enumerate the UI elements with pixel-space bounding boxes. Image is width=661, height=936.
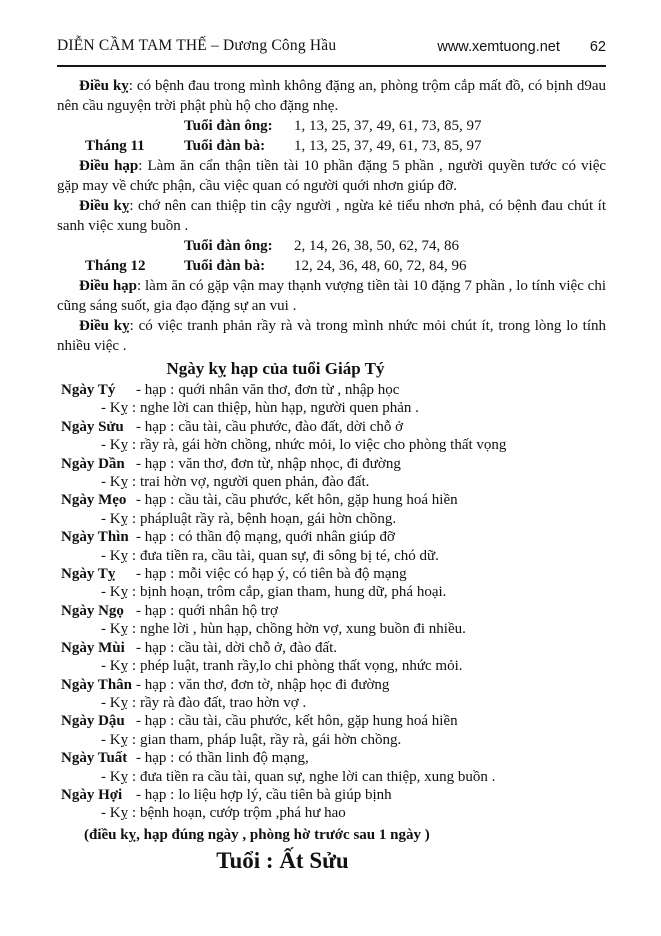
month11-women-values: 1, 13, 25, 37, 49, 61, 73, 85, 97: [294, 138, 482, 154]
month12-men-values: 2, 14, 26, 38, 50, 62, 74, 86: [294, 238, 459, 254]
day-tyy-ky-prefix: - Kỵ :: [101, 584, 136, 601]
day-than-ky-row: [101, 694, 606, 712]
day-mui-ky-prefix: - Kỵ :: [101, 658, 136, 675]
day-ty-ky-text: nghe lời can thiệp, hùn hạp, người quen phản .: [140, 400, 419, 417]
day-dan-ky-row: [101, 473, 606, 491]
section-title: Ngày kỵ hạp của tuổi Giáp Tý: [166, 359, 385, 378]
day-mui-ky-row: [101, 657, 606, 675]
day-thin-ky-row: [101, 547, 606, 565]
day-suu-ky-text: rầy rà, gái hờn chồng, nhức mỏi, lo việc cho phòng thất vọng: [140, 437, 507, 454]
day-tuat-ky-row: [101, 768, 606, 786]
page-content: [57, 67, 606, 876]
month11-men-row: [57, 116, 606, 136]
day-hoi-ky-row: [101, 804, 606, 822]
day-mui-ky-text: phép luật, tranh rầy,lo chi phòng thất vọng, nhức mỏi.: [140, 658, 463, 675]
day-than-hap-row: [61, 676, 606, 694]
month12-ky-paragraph: [57, 316, 606, 356]
month11-men-label: Tuổi đàn ông:: [184, 118, 273, 134]
day-hoi-hap-prefix: - hạp :: [136, 786, 175, 803]
month12-hap-paragraph: [57, 276, 606, 316]
next-age-title: Tuổi : Ất Sửu: [216, 847, 349, 873]
day-suu-hap-prefix: - hạp :: [136, 418, 175, 435]
month12-ky-label: Điều kỵ: [79, 318, 130, 334]
day-thin-hap-prefix: - hạp :: [136, 529, 175, 546]
month11-hap-text: : Làm ăn cẩn thận tiền tài 10 phần đặng 5 phần , người quyền tước có việc gặp may về chức phận, cầu việc quan có người quới nhơn giúp đỡ.: [57, 158, 607, 194]
header-right: [437, 39, 606, 55]
day-tuat-hap-row: [61, 749, 606, 767]
day-hoi-ky-text: bệnh hoạn, cướp trộm ,phá hư hao: [140, 805, 346, 822]
day-dau-ky-text: gian tham, pháp luật, rầy rà, gái hờn chồng.: [140, 731, 402, 748]
day-thin-hap-text: có thần độ mạng, quới nhân giúp đỡ: [178, 529, 395, 546]
day-dan-hap-text: văn thơ, đơn từ, nhập nhọc, đi đường: [178, 455, 401, 472]
day-hoi-ky-prefix: - Kỵ :: [101, 805, 136, 822]
month11-ky-paragraph: [57, 196, 606, 236]
day-ty-ky-prefix: - Kỵ :: [101, 400, 136, 417]
day-tyy-name: Ngày Tỵ: [61, 566, 116, 583]
day-than-hap-prefix: - hạp :: [136, 676, 175, 693]
intro-ky-label: Điều kỵ: [79, 78, 129, 94]
day-meo-ky-row: [101, 510, 606, 528]
day-tuat-ky-text: đưa tiền ra cầu tài, quan sự, nghe lời can thiệp, xung buồn .: [140, 768, 496, 785]
website-url: www.xemtuong.net: [437, 39, 560, 55]
month11-spacer: [57, 116, 184, 136]
month12-spacer: [57, 236, 184, 256]
day-hoi-name: Ngày Hợi: [61, 786, 123, 803]
day-meo-ky-text: phápluật rầy rà, bệnh hoạn, gái hờn chồng.: [140, 510, 397, 527]
month11-women-label: Tuổi đàn bà:: [184, 138, 266, 154]
day-tyy-hap-text: mỗi việc có hạp ý, có tiên bà độ mạng: [178, 566, 407, 583]
day-suu-hap-row: [61, 418, 606, 436]
page-header: [57, 0, 606, 67]
day-dan-hap-row: [61, 455, 606, 473]
intro-ky-text: : có bệnh đau trong mình không đặng an, phòng trộm cắp mất đồ, có bịnh d9au nên cầu nguyện trời phật phù hộ cho đặng nhẹ.: [57, 78, 607, 114]
book-title: DIỄN CẦM TAM THẾ – Dương Công Hầu: [57, 37, 337, 54]
month12-men-label: Tuổi đàn ông:: [184, 238, 273, 254]
day-suu-ky-prefix: - Kỵ :: [101, 437, 136, 454]
day-dau-ky-prefix: - Kỵ :: [101, 731, 136, 748]
day-than-hap-text: văn thơ, đơn tờ, nhập học đi đường: [178, 676, 390, 693]
day-thin-name: Ngày Thìn: [61, 529, 129, 546]
day-dau-hap-text: cầu tài, cầu phước, kết hôn, gặp hung hoá hiền: [178, 713, 458, 730]
day-mui-hap-prefix: - hạp :: [136, 639, 175, 656]
day-dan-hap-prefix: - hạp :: [136, 455, 175, 472]
day-ty-hap-row: [61, 381, 606, 399]
day-ty-hap-text: quới nhân văn thơ, đơn từ , nhập học: [178, 382, 400, 398]
day-ngo-ky-text: nghe lời , hùn hạp, chồng hờn vợ, xung buồn đi nhiều.: [140, 621, 466, 638]
day-ngo-ky-prefix: - Kỵ :: [101, 621, 136, 638]
day-tuat-hap-text: có thần linh độ mạng,: [178, 750, 309, 767]
day-ty-ky-row: [101, 399, 606, 417]
day-than-name: Ngày Thân: [61, 676, 133, 693]
day-suu-name: Ngày Sửu: [61, 418, 124, 435]
page-number: 62: [589, 39, 606, 55]
day-tyy-ky-row: [101, 583, 606, 601]
day-meo-ky-prefix: - Kỵ :: [101, 510, 136, 527]
day-tuat-hap-prefix: - hạp :: [136, 750, 175, 767]
month11-ky-text: : chớ nên can thiệp tin cậy người , ngừa kẻ tiểu nhơn phả, có bệnh đau chút ít sanh việc xung buồn .: [57, 198, 607, 234]
day-meo-hap-prefix: - hạp :: [136, 492, 175, 509]
section-note: (điều kỵ, hạp đúng ngày , phòng hờ trước sau 1 ngày ): [84, 826, 430, 843]
day-ngo-hap-prefix: - hạp :: [136, 602, 175, 619]
day-dan-name: Ngày Dần: [61, 455, 125, 472]
month11-women-row: [57, 136, 606, 156]
day-than-ky-text: rầy rà đào đất, trao hờn vợ .: [140, 694, 307, 711]
day-hoi-hap-row: [61, 786, 606, 804]
month12-women-label: Tuổi đàn bà:: [184, 258, 266, 274]
day-dau-ky-row: [101, 731, 606, 749]
day-mui-hap-text: cầu tài, dời chỗ ở, đào đất.: [178, 639, 338, 656]
day-than-ky-prefix: - Kỵ :: [101, 694, 136, 711]
day-tyy-ky-text: bịnh hoạn, trôm cắp, gian tham, hung dữ, phá hoại.: [140, 584, 447, 601]
month11-ky-label: Điều kỵ: [79, 198, 130, 214]
day-tyy-hap-row: [61, 565, 606, 583]
month12-women-values: 12, 24, 36, 48, 60, 72, 84, 96: [294, 258, 467, 274]
day-ngo-name: Ngày Ngọ: [61, 602, 124, 619]
day-hoi-hap-text: lo liệu hợp lý, cầu tiên bà giúp bịnh: [178, 786, 392, 803]
day-tuat-ky-prefix: - Kỵ :: [101, 768, 136, 785]
day-meo-hap-text: cầu tài, cầu phước, kết hôn, gặp hung hoá hiền: [178, 492, 458, 509]
day-meo-name: Ngày Mẹo: [61, 492, 127, 509]
day-thin-hap-row: [61, 528, 606, 546]
day-ty-hap-prefix: - hạp :: [136, 382, 175, 398]
day-tuat-name: Ngày Tuất: [61, 750, 128, 767]
day-dau-hap-row: [61, 712, 606, 730]
day-list: [57, 381, 606, 823]
day-meo-hap-row: [61, 491, 606, 509]
month12-men-row: [57, 236, 606, 256]
day-ngo-hap-row: [61, 602, 606, 620]
month11-name: Tháng 11: [85, 138, 145, 154]
month12-hap-text: : làm ăn có gặp vận may thạnh vượng tiền tài 10 đặng 7 phần , lo tính việc chi cũng sáng suốt, gia đạo đặng sự an vui .: [57, 278, 606, 314]
month12-women-row: [57, 256, 606, 276]
month12-hap-label: Điều hạp: [79, 278, 138, 294]
month11-men-values: 1, 13, 25, 37, 49, 61, 73, 85, 97: [294, 118, 482, 134]
day-mui-hap-row: [61, 639, 606, 657]
day-ngo-ky-row: [101, 620, 606, 638]
month12-name: Tháng 12: [85, 258, 146, 274]
day-suu-hap-text: cầu tài, cầu phước, đào đất, dời chỗ ở: [178, 418, 404, 435]
day-ty-name: Ngày Tý: [61, 382, 116, 398]
day-thin-ky-text: đưa tiền ra, cầu tài, quan sự, đi sông bị té, chó dữ.: [140, 547, 439, 564]
day-suu-ky-row: [101, 436, 606, 454]
day-ngo-hap-text: quới nhân hộ trợ: [178, 602, 278, 619]
day-mui-name: Ngày Mùi: [61, 639, 125, 656]
day-dan-ky-prefix: - Kỵ :: [101, 474, 136, 491]
month11-hap-paragraph: [57, 156, 606, 196]
day-tyy-hap-prefix: - hạp :: [136, 566, 175, 583]
month12-ky-text: : có việc tranh phản rầy rà và trong mình nhức mỏi chút ít, trong lòng lo tính nhiều việc .: [57, 318, 606, 354]
day-dau-hap-prefix: - hạp :: [136, 713, 175, 730]
day-dan-ky-text: trai hờn vợ, người quen phản, đào đất.: [140, 474, 370, 491]
day-dau-name: Ngày Dậu: [61, 713, 125, 730]
intro-ky-paragraph: [57, 76, 606, 116]
day-thin-ky-prefix: - Kỵ :: [101, 547, 136, 564]
month11-hap-label: Điều hạp: [79, 158, 139, 174]
